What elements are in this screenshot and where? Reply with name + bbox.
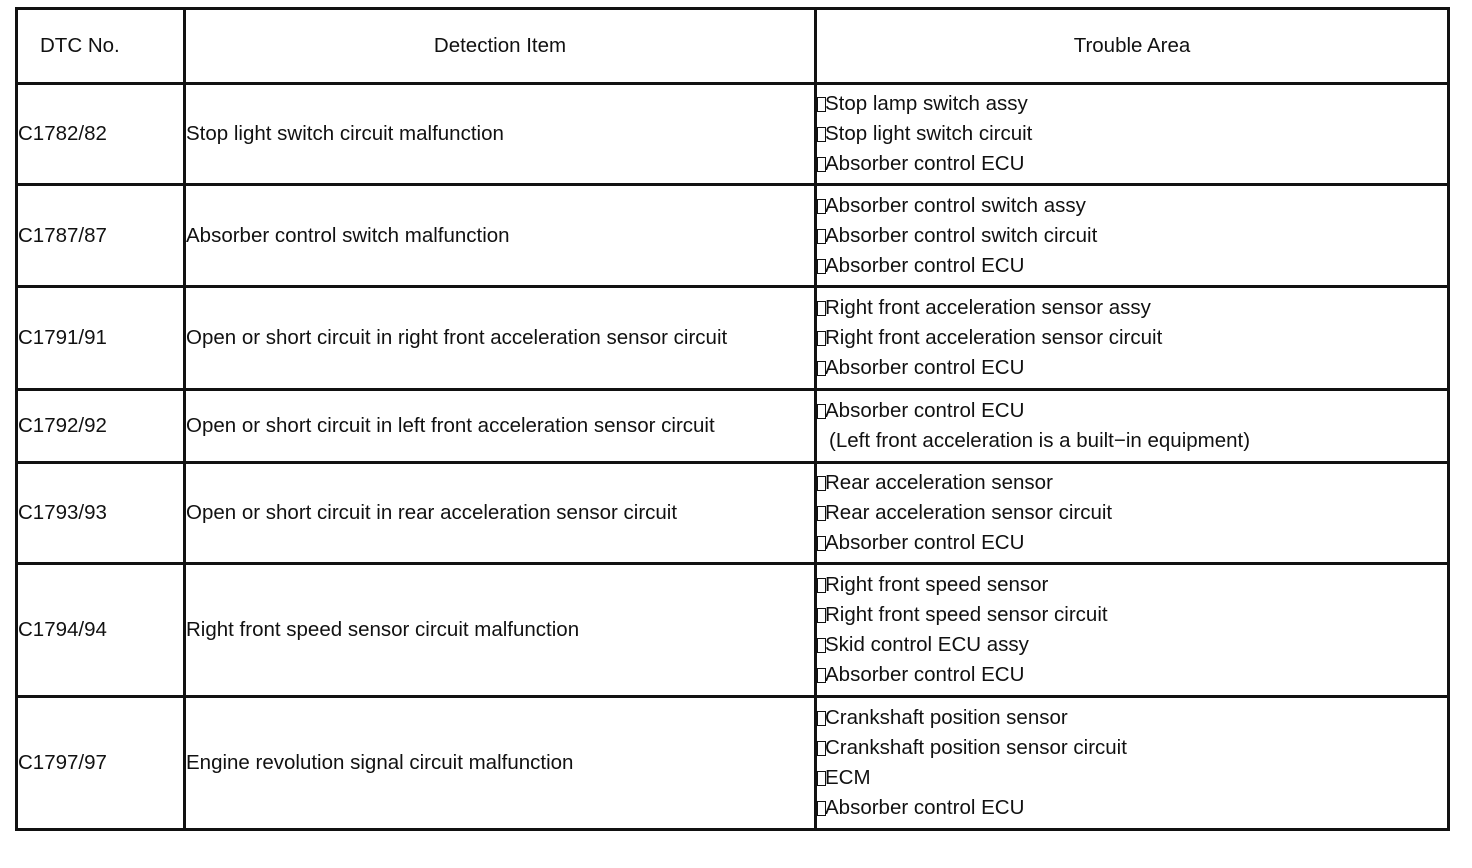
trouble-area-item bbox=[817, 353, 1447, 383]
trouble-area-label: Right front speed sensor bbox=[825, 573, 1049, 596]
detection-item: Right front speed sensor circuit malfunction bbox=[185, 564, 816, 697]
dtc-code: C1787/87 bbox=[17, 185, 185, 287]
trouble-area-label: Right front acceleration sensor circuit bbox=[825, 326, 1163, 349]
detection-item: Stop light switch circuit malfunction bbox=[185, 84, 816, 185]
trouble-area-label: Absorber control switch circuit bbox=[825, 223, 1098, 247]
header-trouble-area: Trouble Area bbox=[816, 9, 1449, 84]
trouble-area-label: Stop lamp switch assy bbox=[825, 92, 1028, 115]
trouble-area-label: Crankshaft position sensor bbox=[825, 706, 1068, 729]
trouble-area-label: Absorber control ECU bbox=[825, 531, 1025, 554]
trouble-area-label: Absorber control ECU bbox=[825, 356, 1025, 379]
table-row bbox=[17, 185, 1449, 287]
trouble-area-item bbox=[817, 468, 1447, 498]
trouble-area-label: Crankshaft position sensor circuit bbox=[825, 736, 1127, 759]
trouble-area-list bbox=[816, 697, 1449, 830]
trouble-area-list bbox=[816, 390, 1449, 463]
trouble-area-item bbox=[817, 323, 1447, 353]
trouble-area-item bbox=[817, 251, 1447, 281]
detection-item: Open or short circuit in rear acceleration sensor circuit bbox=[185, 463, 816, 564]
detection-item: Absorber control switch malfunction bbox=[185, 185, 816, 287]
trouble-area-label: Absorber control ECU bbox=[825, 796, 1025, 819]
trouble-area-item bbox=[817, 600, 1447, 630]
header-detection-item: Detection Item bbox=[185, 9, 816, 84]
trouble-area-label: Right front acceleration sensor assy bbox=[825, 296, 1151, 319]
trouble-area-note: (Left front acceleration is a built−in equipment) bbox=[829, 429, 1251, 452]
trouble-area-item bbox=[817, 221, 1447, 251]
table-body bbox=[17, 84, 1449, 830]
trouble-area-item bbox=[817, 119, 1447, 149]
trouble-area-list bbox=[816, 84, 1449, 185]
trouble-area-item bbox=[817, 498, 1447, 528]
dtc-code: C1782/82 bbox=[17, 84, 185, 185]
trouble-area-item bbox=[817, 89, 1447, 119]
trouble-area-item bbox=[817, 396, 1447, 426]
trouble-area-item bbox=[817, 660, 1447, 690]
trouble-area-list bbox=[816, 287, 1449, 390]
trouble-area-label: Rear acceleration sensor bbox=[825, 471, 1053, 494]
header-row bbox=[17, 9, 1449, 84]
table-row bbox=[17, 84, 1449, 185]
trouble-area-item bbox=[817, 703, 1447, 733]
table-row bbox=[17, 287, 1449, 390]
trouble-area-label: Absorber control ECU bbox=[825, 399, 1025, 422]
trouble-area-list bbox=[816, 564, 1449, 697]
dtc-code: C1793/93 bbox=[17, 463, 185, 564]
trouble-area-label: Rear acceleration sensor circuit bbox=[825, 501, 1113, 524]
trouble-area-label: Skid control ECU assy bbox=[825, 633, 1029, 656]
trouble-area-item bbox=[817, 733, 1447, 763]
dtc-code: C1794/94 bbox=[17, 564, 185, 697]
trouble-area-item bbox=[817, 570, 1447, 600]
trouble-area-label: Right front speed sensor circuit bbox=[825, 603, 1108, 626]
trouble-area-label: Absorber control ECU bbox=[825, 253, 1025, 277]
table-row bbox=[17, 390, 1449, 463]
trouble-area-item bbox=[817, 793, 1447, 823]
dtc-code: C1797/97 bbox=[17, 697, 185, 830]
trouble-area-item bbox=[817, 149, 1447, 179]
trouble-area-item bbox=[817, 293, 1447, 323]
dtc-table bbox=[15, 7, 1450, 831]
trouble-area-label: Stop light switch circuit bbox=[825, 122, 1033, 145]
trouble-area-item bbox=[817, 630, 1447, 660]
header-dtc-no: DTC No. bbox=[17, 9, 185, 84]
trouble-area-label: Absorber control switch assy bbox=[825, 193, 1086, 217]
dtc-code: C1792/92 bbox=[17, 390, 185, 463]
dtc-code: C1791/91 bbox=[17, 287, 185, 390]
detection-item: Open or short circuit in right front acceleration sensor circuit bbox=[185, 287, 816, 390]
trouble-area-item bbox=[817, 528, 1447, 558]
trouble-area-label: Absorber control ECU bbox=[825, 152, 1025, 175]
table-row bbox=[17, 697, 1449, 830]
trouble-area-list bbox=[816, 185, 1449, 287]
table-row bbox=[17, 564, 1449, 697]
trouble-area-label: ECM bbox=[825, 766, 871, 789]
detection-item: Engine revolution signal circuit malfunction bbox=[185, 697, 816, 830]
trouble-area-list bbox=[816, 463, 1449, 564]
trouble-area-item bbox=[817, 763, 1447, 793]
detection-item: Open or short circuit in left front acceleration sensor circuit bbox=[185, 390, 816, 463]
table-row bbox=[17, 463, 1449, 564]
trouble-area-item bbox=[817, 191, 1447, 221]
trouble-area-label: Absorber control ECU bbox=[825, 663, 1025, 686]
